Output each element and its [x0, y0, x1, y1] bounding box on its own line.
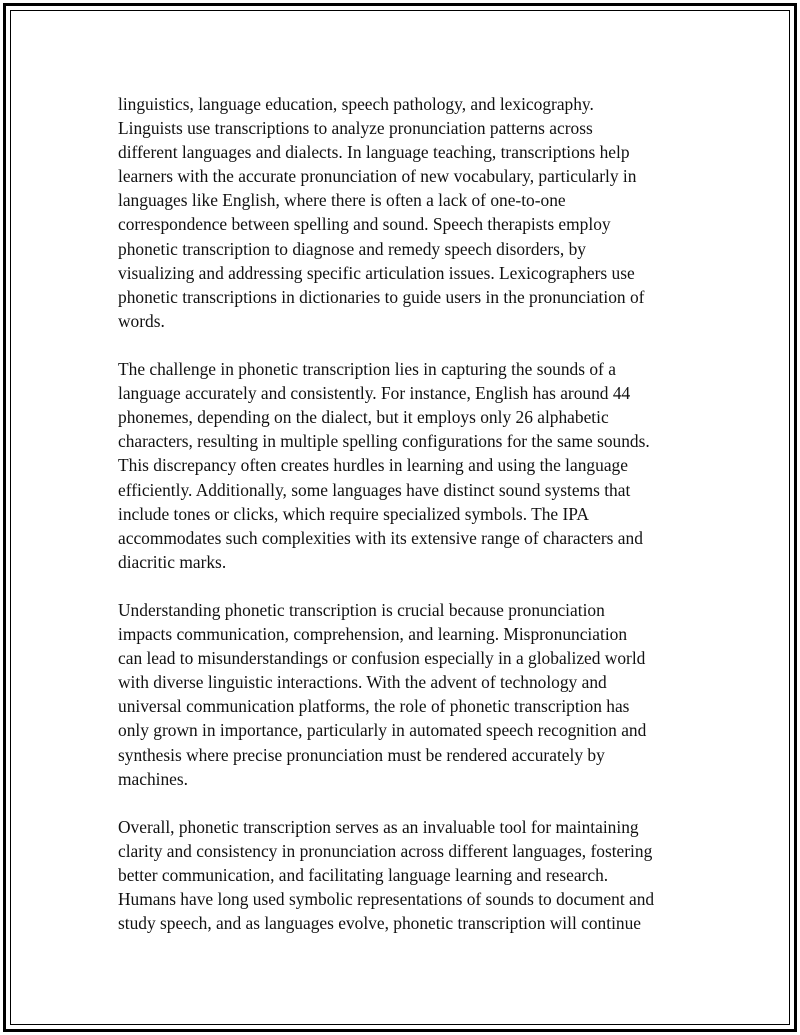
text-line: only grown in importance, particularly in automated speech recognition and	[118, 720, 647, 741]
text-line: characters, resulting in multiple spelling configurations for the same sounds.	[118, 431, 650, 452]
text-line: diacritic marks.	[118, 551, 227, 572]
text-line: better communication, and facilitating language learning and research.	[118, 865, 609, 885]
text-line: with diverse linguistic interactions. With the advent of technology and	[118, 672, 607, 693]
paragraph-1	[118, 92, 690, 333]
text-line: Overall, phonetic transcription serves as an invaluable tool for maintaining	[118, 816, 639, 837]
text-line: machines.	[118, 768, 189, 789]
text-line: Linguists use transcriptions to analyze pronunciation patterns across	[118, 118, 593, 139]
text-line: phonetic transcription to diagnose and remedy speech disorders, by	[118, 238, 586, 259]
text-line: Understanding phonetic transcription is crucial because pronunciation	[118, 599, 605, 620]
text-line: different languages and dialects. In language teaching, transcriptions help	[118, 142, 630, 163]
text-line: correspondence between spelling and sound. Speech therapists employ	[118, 214, 611, 235]
text-line: The challenge in phonetic transcription lies in capturing the sounds of a	[118, 359, 616, 380]
paragraph-3	[118, 598, 690, 791]
text-line: phonetic transcriptions in dictionaries to guide users in the pronunciation of	[118, 286, 645, 307]
text-line: Humans have long used symbolic representations of sounds to document and	[118, 889, 655, 910]
text-line: include tones or clicks, which require specialized symbols. The IPA	[118, 503, 589, 524]
paragraph-4	[118, 815, 690, 935]
text-line: phonemes, depending on the dialect, but it employs only 26 alphabetic	[118, 407, 609, 428]
text-line: study speech, and as languages evolve, phonetic transcription will continue	[118, 913, 642, 934]
paragraph-2	[118, 357, 690, 574]
text-line: impacts communication, comprehension, and learning. Mispronunciation	[118, 624, 628, 645]
text-line: efficiently. Additionally, some languages have distinct sound systems that	[118, 479, 631, 500]
text-line: languages like English, where there is often a lack of one-to-one	[118, 190, 566, 211]
text-line: This discrepancy often creates hurdles in learning and using the language	[118, 455, 628, 476]
text-line: visualizing and addressing specific articulation issues. Lexicographers use	[118, 262, 635, 283]
text-line: words.	[118, 310, 165, 331]
text-line: linguistics, language education, speech pathology, and lexicography.	[118, 94, 594, 114]
document-body	[118, 92, 690, 935]
text-line: language accurately and consistently. For instance, English has around 44	[118, 383, 631, 404]
text-line: synthesis where precise pronunciation must be rendered accurately by	[118, 744, 605, 765]
text-line: universal communication platforms, the role of phonetic transcription has	[118, 696, 630, 717]
text-line: can lead to misunderstandings or confusion especially in a globalized world	[118, 648, 646, 669]
text-line: learners with the accurate pronunciation of new vocabulary, particularly in	[118, 166, 637, 187]
text-line: clarity and consistency in pronunciation across different languages, fostering	[118, 840, 653, 861]
text-line: accommodates such complexities with its extensive range of characters and	[118, 527, 643, 548]
